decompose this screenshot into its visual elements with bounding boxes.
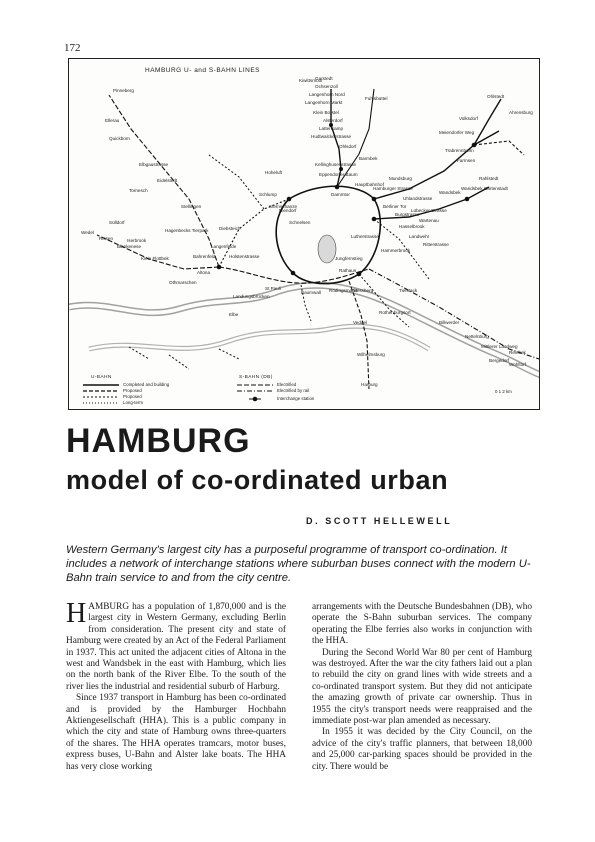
interchange-marker	[372, 197, 377, 202]
station-label: Blankenese	[117, 244, 142, 249]
article-paragraph: arrangements with the Deutsche Bundesbahnen (DB), who operate the S-Bahn suburban services. The company operating the Elbe ferries also works in conjunction with the HHA.	[312, 602, 532, 647]
station-label: Hagenbecks Tierpark	[165, 228, 209, 233]
station-label: St Pauli	[265, 286, 281, 291]
station-label: Hasselbrook	[399, 224, 425, 229]
station-label: Klein Flottbek	[141, 256, 169, 261]
interchange-marker	[287, 197, 292, 202]
station-label: Sülldorf	[109, 220, 125, 225]
article-paragraph: During the Second World War 80 per cent of Hamburg was destroyed. After the war the city fathers laid out a plan to rebuild the city on grand lines with wide streets and a co-ordinated transport system. But they did not anticipate the amazing growth of private car ownership. Thus in 1955 the city's transport needs were reappraised and the immediate post-war plan amended as necessary.	[312, 647, 532, 727]
legend-item: Interchange station	[277, 396, 315, 401]
station-label: Lübecker Strasse	[411, 208, 447, 213]
transit-map	[68, 58, 540, 410]
station-label: Holstenstrasse	[229, 254, 260, 259]
station-label: Rathaus	[339, 268, 357, 273]
station-label: Rissen	[99, 236, 114, 241]
station-label: Berliner Tor	[383, 204, 407, 209]
map-scale-label: 0 1 2 km	[495, 389, 512, 394]
station-label: Dammtor	[331, 192, 350, 197]
station-label: Tornesch	[129, 188, 148, 193]
station-label: Iserbrook	[127, 238, 147, 243]
station-label: Hammerbrook	[381, 248, 411, 253]
station-label: Tiefstack	[399, 288, 418, 293]
article-intro: Western Germany's largest city has a purposeful programme of transport co-ordination. It includes a network of interchange stations where suburban buses connect with the modern U-Bahn train service to and from the city centre.	[66, 544, 531, 584]
station-label: Ellerau	[105, 118, 120, 123]
interchange-marker	[217, 265, 222, 270]
article-paragraph: HAMBURG has a population of 1,870,000 and is the largest city in Western Germany, excluding Berlin from consideration. The present city and state of Hamburg were created by an Act of the Federal Parliament in 1937. This act united the adjacent cities of Altona in the west and Wandsbek in the east with Hamburg, which lies on the north bank of the River Elbe. To the south of the river lies the industrial and residential suburb of Harburg.	[66, 598, 286, 692]
map-lines	[69, 59, 540, 410]
station-label: Ahrensburg	[509, 110, 533, 115]
station-label: Lattenkamp	[319, 126, 344, 131]
station-label: Diebsteich	[219, 226, 241, 231]
station-label: Elbgaustrasse	[139, 162, 169, 167]
station-label: Trabrennbahn	[445, 148, 474, 153]
station-label: Wandsbek	[439, 190, 461, 195]
legend-sbahn-heading: S-BAHN (DB)	[239, 375, 273, 380]
interchange-marker	[357, 272, 362, 277]
station-label: Schlump	[259, 192, 277, 197]
station-label: Billwerder	[439, 320, 460, 325]
station-label: Bergedorf	[489, 358, 510, 363]
station-label: Schnelsen	[289, 220, 311, 225]
ubahn-wandsbek	[374, 187, 489, 219]
station-label: Hauptbahnhof	[355, 182, 384, 187]
station-label: Bahrenfeld	[193, 254, 216, 259]
station-label: Othmarschen	[169, 280, 197, 285]
station-label: Rahlstedt	[479, 176, 499, 181]
page-number: 172	[64, 42, 81, 54]
station-label: Klein Borstel	[313, 110, 339, 115]
legend-item: Proposed	[123, 394, 142, 399]
station-label: Uhlandstrasse	[403, 196, 433, 201]
station-label: Alsterdorf	[323, 118, 343, 123]
interchange-marker	[472, 143, 477, 148]
station-label: Ohlsdorf	[339, 144, 357, 149]
station-label: Hamburger Strasse	[373, 186, 413, 191]
station-label: Mundsburg	[389, 176, 412, 181]
station-label: Burgstrasse	[395, 212, 420, 217]
station-label: Meiendorfer Weg	[439, 130, 475, 135]
sbahn-west	[97, 235, 219, 269]
station-label: Pinneberg	[113, 88, 134, 93]
station-label: Wartenau	[419, 218, 439, 223]
station-label: Ochsenzoll	[315, 84, 338, 89]
interchange-marker	[335, 185, 340, 190]
station-label: Kellinghusenstrasse	[315, 162, 357, 167]
station-label: Nettelnburg	[465, 334, 489, 339]
legend-item: Completed and building	[123, 382, 170, 387]
station-label: Baumwall	[301, 290, 321, 295]
station-label: Wilhelmsburg	[357, 352, 385, 357]
station-label: Sternschanze	[269, 204, 298, 209]
station-label: Ritterstrasse	[423, 242, 449, 247]
legend-item: Long-term	[123, 400, 144, 405]
article-paragraph: Since 1937 transport in Hamburg has been co-ordinated and is provided by the Hamburger Hochbahn Aktiengesellschaft (HHA). This is a public company in which the city and state of Hamburg owns three-quarters of the shares. The HHA operates tramcars, motor buses, express buses, U-Bahn and Alster lake boats. The HHA has very close working	[66, 693, 286, 772]
article-column-2	[312, 602, 532, 773]
legend-item: Proposed	[123, 388, 142, 393]
interchange-marker	[339, 167, 343, 171]
station-label: Messberg	[353, 288, 374, 293]
station-label: Langenfelde	[211, 244, 237, 249]
station-label: Farmsen	[457, 158, 476, 163]
station-label: Veddel	[353, 320, 368, 325]
station-label: Wandsbek Gartenstadt	[461, 186, 508, 191]
station-label: Langenhorn Nord	[309, 92, 345, 97]
station-label: Harburg	[361, 382, 378, 387]
station-label: Ohlstedt	[487, 94, 505, 99]
station-label: Mittlerer Landweg	[481, 344, 518, 349]
interchange-marker	[372, 217, 377, 222]
station-label: Hudtwalckerstrasse	[311, 134, 352, 139]
interchange-marker	[465, 197, 470, 202]
station-label: Garstedt	[315, 76, 333, 81]
station-label: Eppendorfer Baum	[319, 172, 358, 177]
article-paragraph: In 1955 it was decided by the City Council, on the advice of the city's traffic planners, that between 18,000 and 25,000 car-parking spaces should be provided in the city. There would be	[312, 727, 532, 772]
drop-cap: H	[66, 598, 87, 629]
station-label: Rödingsmarkt	[329, 288, 358, 293]
station-label: Quickborn	[109, 136, 130, 141]
station-label: Eidelstedt	[157, 178, 178, 183]
station-label: Reinbek	[509, 350, 526, 355]
station-label: Langenhorn Markt	[305, 100, 343, 105]
article-subheadline: model of co-ordinated urban	[66, 465, 449, 495]
station-label: Barmbek	[359, 156, 378, 161]
station-label: Kiwittsmoor	[299, 78, 323, 83]
station-label: Landwehr	[409, 234, 430, 239]
station-label: Rothenburgsort	[379, 310, 411, 315]
article-headline: HAMBURG	[66, 422, 251, 460]
map-title: HAMBURG U- and S-BAHN LINES	[145, 67, 260, 74]
station-label: Altona	[197, 270, 211, 275]
station-label: Landungsbrücken	[233, 294, 270, 299]
legend-ubahn-heading: U-BAHN	[91, 375, 112, 380]
legend-item: Electrified	[277, 382, 297, 387]
station-label: Jungfernstieg	[335, 256, 363, 261]
article-column-1	[66, 598, 286, 773]
station-label: Wedel	[81, 230, 94, 235]
station-label: Elbe	[229, 312, 239, 317]
station-label: Lutherstrasse	[351, 234, 379, 239]
article-byline: D. SCOTT HELLEWELL	[306, 516, 453, 526]
station-label: Stellingen	[181, 204, 202, 209]
station-label: Niendorf	[279, 208, 297, 213]
station-label: Wohltorf	[509, 362, 527, 367]
legend-item: Electrified by rail	[277, 388, 310, 393]
alster-lake	[318, 235, 336, 263]
interchange-marker	[291, 271, 296, 276]
station-label: Hoheluft	[265, 170, 283, 175]
station-label: Fuhlsbüttel	[365, 96, 388, 101]
station-label: Volksdorf	[459, 116, 478, 121]
